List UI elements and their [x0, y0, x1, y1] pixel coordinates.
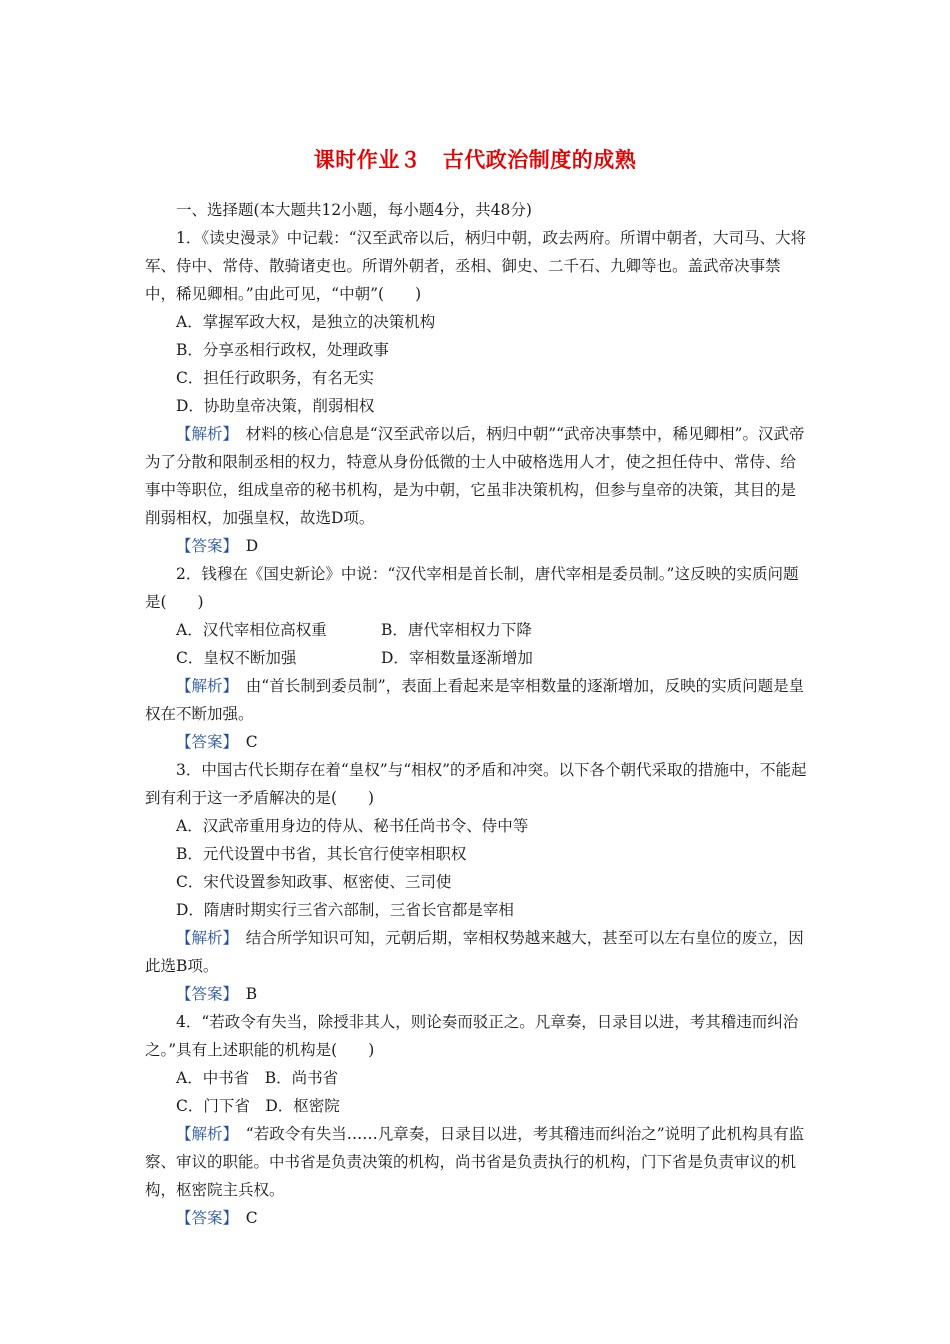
answer-text: D	[230, 537, 259, 555]
option-row-ab: A．中书省 B．尚书省	[176, 1069, 339, 1087]
option-a: A．汉武帝重用身边的侍从、秘书任尚书令、侍中等	[176, 817, 529, 835]
option-d: D．隋唐时期实行三省六部制，三省长官都是宰相	[176, 901, 514, 919]
answer-text: C	[230, 733, 258, 751]
option-row-cd: C．门下省 D．枢密院	[176, 1097, 340, 1115]
answer-tag: 【答案】	[176, 1209, 231, 1227]
analysis-tag: 【解析】	[176, 425, 231, 443]
analysis-tag: 【解析】	[176, 1125, 231, 1143]
option-d: D．协助皇帝决策，削弱相权	[176, 397, 375, 415]
answer-text: B	[230, 985, 258, 1003]
question-2	[145, 560, 807, 756]
question-3	[145, 756, 807, 1008]
answer	[145, 728, 807, 756]
question-4	[145, 1008, 807, 1232]
analysis	[145, 924, 807, 980]
answer-text: C	[230, 1209, 258, 1227]
question-stem: 1．《读史漫录》中记载：“汉至武帝以后，柄归中朝，政去两府。所谓中朝者，大司马、大将军、侍中、常侍、散骑诸吏也。所谓外朝者，丞相、御史、二千石、九卿等也。盖武帝决事禁中，稀见卿相。”由此可见，“中朝”( )	[145, 229, 807, 303]
answer-tag: 【答案】	[176, 985, 231, 1003]
analysis-tag: 【解析】	[176, 929, 231, 947]
option-c: C．担任行政职务，有名无实	[176, 369, 374, 387]
analysis-tag: 【解析】	[176, 677, 231, 695]
option-b: B．唐代宰相权力下降	[381, 621, 532, 639]
option-a: A．掌握军政大权，是独立的决策机构	[176, 313, 436, 331]
answer-tag: 【答案】	[176, 537, 231, 555]
question-stem: 4．“若政令有失当，除授非其人，则论奏而驳正之。凡章奏，日录目以进，考其稽违而纠治之。”具有上述职能的机构是( )	[145, 1013, 799, 1059]
option-c: C．宋代设置参知政事、枢密使、三司使	[176, 873, 452, 891]
analysis	[145, 672, 807, 728]
option-row	[145, 644, 807, 672]
analysis	[145, 420, 807, 532]
option-d: D．宰相数量逐渐增加	[381, 649, 533, 667]
answer	[145, 532, 807, 560]
analysis	[145, 1120, 807, 1204]
analysis-text: 材料的核心信息是“汉至武帝以后，柄归中朝”“武帝决事禁中，稀见卿相”。汉武帝为了分散和限制丞相的权力，特意从身份低微的士人中破格选用人才，使之担任侍中、常侍、给事中等职位，组成皇帝的秘书机构，是为中朝，它虽非决策机构，但参与皇帝的决策，其目的是削弱相权，加强皇权，故选D项。	[145, 425, 805, 527]
answer	[145, 980, 807, 1008]
option-c: C．皇权不断加强	[176, 649, 297, 667]
section-heading: 一、选择题(本大题共12小题，每小题4分，共48分)	[176, 201, 532, 219]
analysis-text: 由“首长制到委员制”，表面上看起来是宰相数量的逐渐增加，反映的实质问题是皇权在不断加强。	[145, 677, 805, 723]
question-1	[145, 224, 807, 560]
answer-tag: 【答案】	[176, 733, 231, 751]
analysis-text: “若政令有失当……凡章奏，日录目以进，考其稽违而纠治之”说明了此机构具有监察、审议的职能。中书省是负责决策的机构，尚书省是负责执行的机构，门下省是负责审议的机构，枢密院主兵权。	[145, 1125, 805, 1199]
option-b: B．元代设置中书省，其长官行使宰相职权	[176, 845, 467, 863]
analysis-text: 结合所学知识可知，元朝后期，宰相权势越来越大，甚至可以左右皇位的废立，因此选B项。	[145, 929, 804, 975]
question-stem: 2．钱穆在《国史新论》中说：“汉代宰相是首长制，唐代宰相是委员制。”这反映的实质问题是( )	[145, 565, 799, 611]
option-b: B．分享丞相行政权，处理政事	[176, 341, 389, 359]
page-title: 课时作业３ 古代政治制度的成熟	[313, 147, 637, 172]
option-row	[145, 616, 807, 644]
document-body	[145, 196, 807, 1232]
option-a: A．汉代宰相位高权重	[176, 621, 327, 639]
question-stem: 3．中国古代长期存在着“皇权”与“相权”的矛盾和冲突。以下各个朝代采取的措施中，不能起到有利于这一矛盾解决的是( )	[145, 761, 807, 807]
answer	[145, 1204, 807, 1232]
